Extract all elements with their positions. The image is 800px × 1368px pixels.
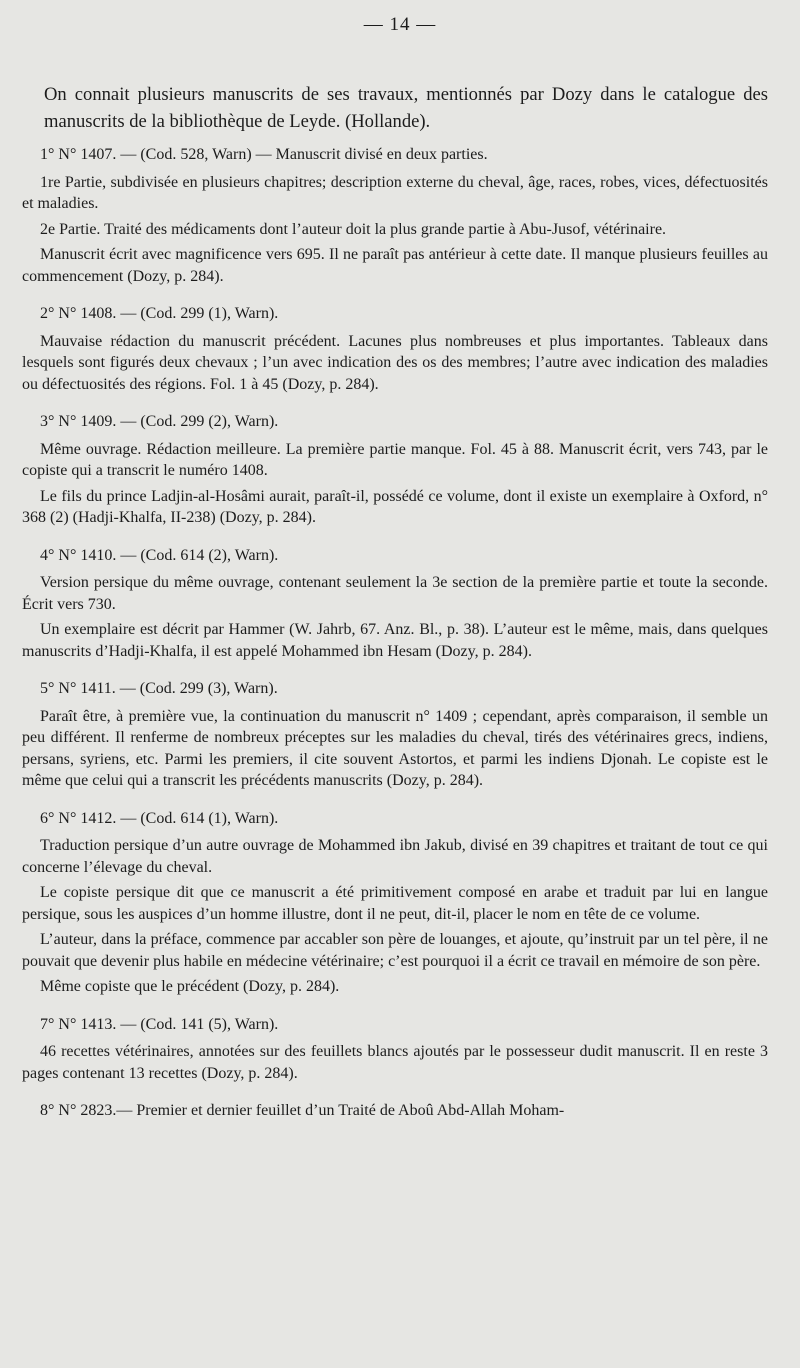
entry-heading: 6° N° 1412. — (Cod. 614 (1), Warn). [40,809,279,827]
entry-paragraph: Même ouvrage. Rédaction meilleure. La première partie manque. Fol. 45 à 88. Manuscrit écrit, vers 743, par le copiste qui a transcrit le numéro 1408. [22,440,768,479]
entry-paragraph: 46 recettes vétérinaires, annotées sur des feuillets blancs ajoutés par le possesseur dudit manuscrit. Il en reste 3 pages contenant 13 recettes (Dozy, p. 284). [22,1043,768,1082]
entry-paragraph: Un exemplaire est décrit par Hammer (W. Jahrb, 67. Anz. Bl., p. 38). L’auteur est le même, mais, dans quelques manuscrits d’Hadji-Khalfa, il est appelé Mohammed ibn Hesam (Dozy, p. 284). [22,621,768,660]
entry-paragraph: Version persique du même ouvrage, contenant seulement la 3e section de la première partie et toute la seconde. Écrit vers 730. [22,574,768,613]
entry-paragraph: Traduction persique d’un autre ouvrage de Mohammed ibn Jakub, divisé en 39 chapitres et traitant de tout ce qui concerne l’élevage du cheval. [22,837,768,876]
entry-heading: 7° N° 1413. — (Cod. 141 (5), Warn). [40,1015,279,1033]
entry-heading: 5° N° 1411. — (Cod. 299 (3), Warn). [40,680,278,697]
entry-heading: 1° N° 1407. — (Cod. 528, Warn) — Manuscrit divisé en deux parties. [40,146,488,163]
entry-paragraph: 2e Partie. Traité des médicaments dont l’auteur doit la plus grande partie à Abu-Jusof, vétérinaire. [40,220,667,238]
entry-paragraph: L’auteur, dans la préface, commence par accabler son père de louanges, et ajoute, qu’instruit par un tel père, il ne pouvait que devenir plus habile en médecine vétérinaire; c’est pourquoi il a écrit ce travail en mémoire de son père. [22,931,768,970]
entry-paragraph: 1re Partie, subdivisée en plusieurs chapitres; description externe du cheval, âge, races, robes, vices, défectuosités et maladies. [22,173,768,212]
entry-paragraph: Manuscrit écrit avec magnificence vers 695. Il ne paraît pas antérieur à cette date. Il manque plusieurs feuilles au commencement (Dozy, p. 284). [22,246,768,285]
entry-paragraph: Le fils du prince Ladjin-al-Hosâmi aurait, paraît-il, possédé ce volume, dont il existe un exemplaire à Oxford, n° 368 (2) (Hadji-Khalfa, II-238) (Dozy, p. 284). [22,487,768,526]
manuscript-list [22,144,768,1128]
entry-heading: 3° N° 1409. — (Cod. 299 (2), Warn). [40,413,279,430]
entry-heading: 2° N° 1408. — (Cod. 299 (1), Warn). [40,305,279,322]
entry-paragraph: Même copiste que le précédent (Dozy, p. 284). [40,978,340,995]
entry-heading: 4° N° 1410. — (Cod. 614 (2), Warn). [40,546,279,564]
entry-paragraph: Le copiste persique dit que ce manuscrit a été primitivement composé en arabe et traduit par lui en langue persique, sous les auspices d’un homme illustre, dont il ne peut, dit-il, placer le nom en tête de ce volume. [22,884,768,923]
entry-paragraph: Mauvaise rédaction du manuscrit précédent. Lacunes plus nombreuses et plus importantes. Tableaux dans lesquels sont figurés deux chevaux ; l’un avec indication des os des membres; l’autre avec indication des maladies ou défectuosités des régions. Fol. 1 à 45 (Dozy, p. 284). [22,332,768,393]
entry-heading: 8° N° 2823.— Premier et dernier feuillet d’un Traité de Aboû Abd-Allah Moham- [40,1102,565,1119]
intro-paragraph: On connait plusieurs manuscrits de ses travaux, mentionnés par Dozy dans le catalogue des manuscrits de la bibliothèque de Leyde. (Hollande). [44,83,768,132]
page-number: — 14 — [363,14,437,35]
entry-paragraph: Paraît être, à première vue, la continuation du manuscrit n° 1409 ; cependant, après comparaison, il semble un peu différent. Il renferme de nombreux préceptes sur les maladies du cheval, tirés des vétérinaires grecs, indiens, persans, syriens, etc. Parmi les premiers, il cite souvent Astortos, et parmi les indiens Djonah. Le copiste est le même que celui qui a transcrit les précédents manuscrits (Dozy, p. 284). [22,707,768,789]
